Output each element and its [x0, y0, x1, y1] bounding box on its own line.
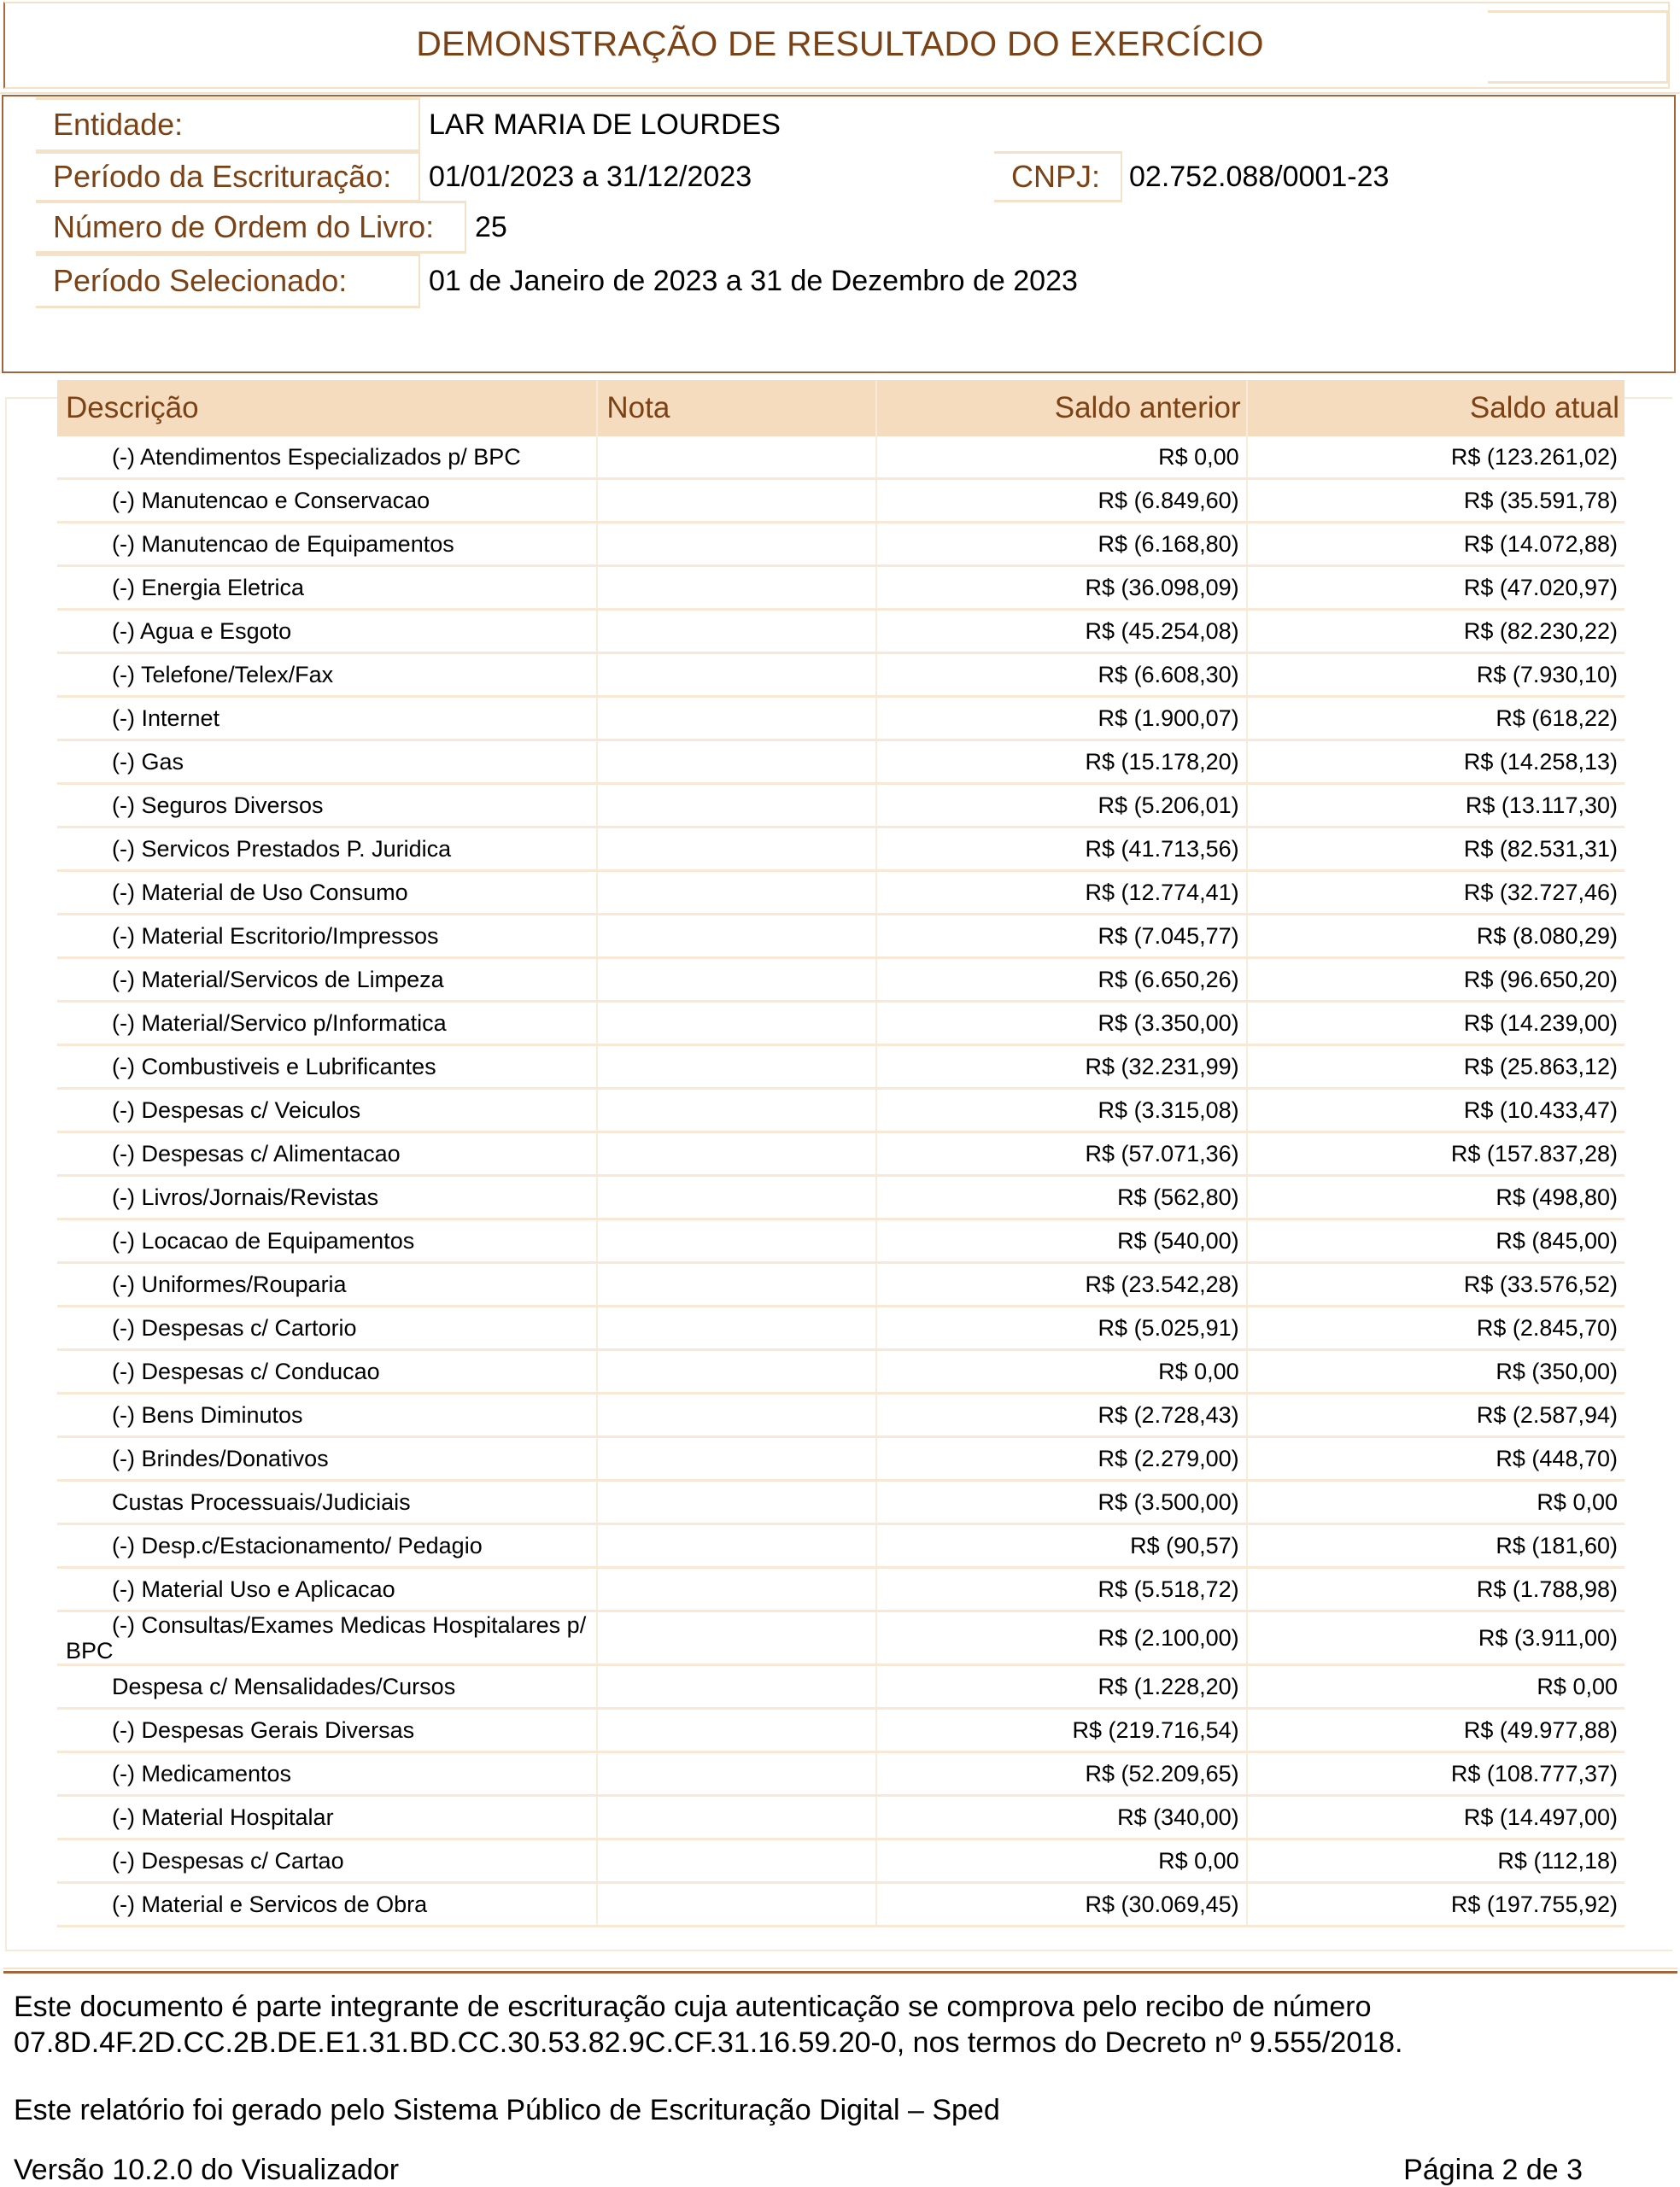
numero-ordem-label: Número de Ordem do Livro:: [36, 201, 466, 254]
cell-saldo-atual: R$ 0,00: [1247, 1481, 1624, 1524]
cell-descricao: (-) Material Escritorio/Impressos: [57, 915, 597, 958]
dre-table: [57, 380, 1624, 1927]
cell-descricao: (-) Livros/Jornais/Revistas: [57, 1176, 597, 1219]
cell-descricao: (-) Energia Eletrica: [57, 566, 597, 610]
page-number: Página 2 de 3: [1403, 2154, 1583, 2186]
table-row: [57, 1350, 1624, 1394]
cnpj-label: CNPJ:: [994, 151, 1122, 202]
cell-descricao: (-) Manutencao de Equipamentos: [57, 523, 597, 566]
cell-saldo-atual: R$ (197.755,92): [1247, 1883, 1624, 1927]
table-row: [57, 827, 1624, 871]
table-row: [57, 1219, 1624, 1263]
cell-saldo-atual: R$ (8.080,29): [1247, 915, 1624, 958]
cell-saldo-atual: R$ (123.261,02): [1247, 436, 1624, 479]
cell-saldo-atual: R$ (157.837,28): [1247, 1132, 1624, 1176]
table-row: [57, 1132, 1624, 1176]
cell-saldo-atual: R$ (350,00): [1247, 1350, 1624, 1394]
table-row: [57, 566, 1624, 610]
col-header-saldo-anterior: Saldo anterior: [876, 380, 1246, 436]
table-row: [57, 1524, 1624, 1568]
cell-nota: [597, 479, 876, 523]
table-row: [57, 479, 1624, 523]
cell-saldo-anterior: R$ (32.231,99): [876, 1045, 1246, 1089]
page-title: DEMONSTRAÇÃO DE RESULTADO DO EXERCÍCIO: [416, 24, 1264, 63]
auth-text-line2: 07.8D.4F.2D.CC.2B.DE.E1.31.BD.CC.30.53.82.9C.CF.31.16.59.20-0, nos termos do Decreto nº 9.555/2018.: [14, 2026, 1403, 2059]
cell-descricao: (-) Material/Servico p/Informatica: [57, 1002, 597, 1045]
col-header-saldo-atual: Saldo atual: [1247, 380, 1624, 436]
cell-nota: [597, 436, 876, 479]
cell-descricao: (-) Consultas/Exames Medicas Hospitalares p/ BPC: [57, 1611, 597, 1665]
cell-descricao: (-) Agua e Esgoto: [57, 610, 597, 653]
table-row: [57, 1665, 1624, 1709]
cell-saldo-atual: R$ (47.020,97): [1247, 566, 1624, 610]
cell-saldo-atual: R$ (845,00): [1247, 1219, 1624, 1263]
table-row: [57, 1481, 1624, 1524]
cell-saldo-anterior: R$ (540,00): [876, 1219, 1246, 1263]
cell-saldo-anterior: R$ (3.500,00): [876, 1481, 1246, 1524]
cell-saldo-atual: R$ (112,18): [1247, 1839, 1624, 1883]
cell-descricao: (-) Servicos Prestados P. Juridica: [57, 827, 597, 871]
table-row: [57, 1611, 1624, 1665]
entidade-value: LAR MARIA DE LOURDES: [429, 108, 781, 141]
table-row: [57, 871, 1624, 915]
cell-nota: [597, 1002, 876, 1045]
cell-saldo-atual: R$ (14.239,00): [1247, 1002, 1624, 1045]
entidade-label: Entidade:: [36, 97, 420, 152]
cell-nota: [597, 653, 876, 697]
cell-descricao: (-) Telefone/Telex/Fax: [57, 653, 597, 697]
cell-nota: [597, 1568, 876, 1611]
table-row: [57, 653, 1624, 697]
cell-descricao: (-) Despesas c/ Cartorio: [57, 1307, 597, 1350]
cell-saldo-anterior: R$ (562,80): [876, 1176, 1246, 1219]
table-row: [57, 1709, 1624, 1752]
table-row: [57, 1752, 1624, 1796]
table-row: [57, 1307, 1624, 1350]
periodo-selecionado-label: Período Selecionado:: [36, 254, 420, 308]
cell-nota: [597, 1263, 876, 1307]
table-row: [57, 958, 1624, 1002]
footer-rule-light: [3, 1968, 1677, 1969]
table-header-row: [57, 380, 1624, 436]
cell-saldo-atual: R$ (82.230,22): [1247, 610, 1624, 653]
cell-nota: [597, 871, 876, 915]
cell-saldo-atual: R$ (35.591,78): [1247, 479, 1624, 523]
cell-saldo-anterior: R$ 0,00: [876, 1839, 1246, 1883]
cell-descricao: (-) Medicamentos: [57, 1752, 597, 1796]
cell-nota: [597, 1839, 876, 1883]
table-row: [57, 1263, 1624, 1307]
cell-saldo-atual: R$ (14.497,00): [1247, 1796, 1624, 1839]
cell-saldo-atual: R$ (33.576,52): [1247, 1263, 1624, 1307]
periodo-escrituracao-label: Período da Escrituração:: [36, 151, 420, 202]
cell-descricao: (-) Uniformes/Rouparia: [57, 1263, 597, 1307]
cell-nota: [597, 1394, 876, 1437]
footer-rule: [3, 1971, 1677, 1974]
cell-saldo-atual: R$ (1.788,98): [1247, 1568, 1624, 1611]
cell-nota: [597, 740, 876, 784]
cell-descricao: (-) Material Hospitalar: [57, 1796, 597, 1839]
cell-descricao: (-) Bens Diminutos: [57, 1394, 597, 1437]
table-row: [57, 610, 1624, 653]
periodo-selecionado-value: 01 de Janeiro de 2023 a 31 de Dezembro de 2023: [429, 264, 1078, 297]
cell-saldo-atual: R$ (13.117,30): [1247, 784, 1624, 827]
cell-saldo-atual: R$ (618,22): [1247, 697, 1624, 740]
cell-saldo-anterior: R$ (3.315,08): [876, 1089, 1246, 1132]
cell-nota: [597, 1089, 876, 1132]
cell-saldo-atual: R$ (96.650,20): [1247, 958, 1624, 1002]
numero-ordem-value: 25: [475, 210, 507, 243]
table-row: [57, 1796, 1624, 1839]
cell-nota: [597, 1752, 876, 1796]
table-row: [57, 1568, 1624, 1611]
cell-nota: [597, 958, 876, 1002]
cell-saldo-anterior: R$ (6.650,26): [876, 958, 1246, 1002]
cell-saldo-anterior: R$ (6.849,60): [876, 479, 1246, 523]
cell-saldo-atual: R$ 0,00: [1247, 1665, 1624, 1709]
cell-descricao: (-) Gas: [57, 740, 597, 784]
table-body: [57, 436, 1624, 1927]
cell-saldo-atual: R$ (498,80): [1247, 1176, 1624, 1219]
cell-saldo-anterior: R$ (45.254,08): [876, 610, 1246, 653]
periodo-escrituracao-value: 01/01/2023 a 31/12/2023: [429, 160, 752, 193]
cell-nota: [597, 827, 876, 871]
cell-saldo-anterior: R$ (15.178,20): [876, 740, 1246, 784]
cell-saldo-anterior: R$ (12.774,41): [876, 871, 1246, 915]
cell-saldo-anterior: R$ 0,00: [876, 1350, 1246, 1394]
cell-saldo-anterior: R$ (2.100,00): [876, 1611, 1246, 1665]
cell-nota: [597, 1045, 876, 1089]
cell-descricao: (-) Despesas Gerais Diversas: [57, 1709, 597, 1752]
cell-saldo-anterior: R$ (7.045,77): [876, 915, 1246, 958]
cell-saldo-atual: R$ (32.727,46): [1247, 871, 1624, 915]
cell-descricao: (-) Despesas c/ Cartao: [57, 1839, 597, 1883]
table-row: [57, 740, 1624, 784]
cell-descricao: (-) Material/Servicos de Limpeza: [57, 958, 597, 1002]
cell-saldo-atual: R$ (7.930,10): [1247, 653, 1624, 697]
table-row: [57, 697, 1624, 740]
cell-saldo-anterior: R$ (6.608,30): [876, 653, 1246, 697]
table-row: [57, 436, 1624, 479]
cell-nota: [597, 523, 876, 566]
cell-saldo-anterior: R$ (5.518,72): [876, 1568, 1246, 1611]
cell-saldo-anterior: R$ (1.228,20): [876, 1665, 1246, 1709]
auth-text-line1: Este documento é parte integrante de escrituração cuja autenticação se comprova pelo recibo de número: [14, 1991, 1372, 2023]
table-row: [57, 1437, 1624, 1481]
cell-saldo-anterior: R$ (36.098,09): [876, 566, 1246, 610]
cell-nota: [597, 784, 876, 827]
cell-saldo-atual: R$ (181,60): [1247, 1524, 1624, 1568]
cell-descricao: (-) Material de Uso Consumo: [57, 871, 597, 915]
cell-saldo-atual: R$ (25.863,12): [1247, 1045, 1624, 1089]
cell-nota: [597, 1219, 876, 1263]
cell-nota: [597, 1176, 876, 1219]
cell-descricao: (-) Despesas c/ Alimentacao: [57, 1132, 597, 1176]
cell-saldo-anterior: R$ (1.900,07): [876, 697, 1246, 740]
cell-nota: [597, 1611, 876, 1665]
cell-descricao: (-) Material e Servicos de Obra: [57, 1883, 597, 1927]
cell-descricao: (-) Desp.c/Estacionamento/ Pedagio: [57, 1524, 597, 1568]
cell-nota: [597, 1350, 876, 1394]
cell-nota: [597, 610, 876, 653]
cell-saldo-atual: R$ (3.911,00): [1247, 1611, 1624, 1665]
cell-nota: [597, 566, 876, 610]
cell-saldo-anterior: R$ (219.716,54): [876, 1709, 1246, 1752]
cell-nota: [597, 1307, 876, 1350]
generated-by-text: Este relatório foi gerado pelo Sistema Público de Escrituração Digital – Sped: [14, 2094, 1000, 2126]
cell-descricao: Custas Processuais/Judiciais: [57, 1481, 597, 1524]
table-row: [57, 1089, 1624, 1132]
table-row: [57, 784, 1624, 827]
cell-saldo-atual: R$ (108.777,37): [1247, 1752, 1624, 1796]
table-row: [57, 915, 1624, 958]
cell-saldo-atual: R$ (14.072,88): [1247, 523, 1624, 566]
cell-saldo-atual: R$ (2.845,70): [1247, 1307, 1624, 1350]
cell-saldo-atual: R$ (2.587,94): [1247, 1394, 1624, 1437]
cell-nota: [597, 1709, 876, 1752]
cell-saldo-anterior: R$ (5.206,01): [876, 784, 1246, 827]
cell-descricao: (-) Internet: [57, 697, 597, 740]
cell-nota: [597, 1665, 876, 1709]
cell-saldo-atual: R$ (448,70): [1247, 1437, 1624, 1481]
cell-saldo-atual: R$ (82.531,31): [1247, 827, 1624, 871]
cell-nota: [597, 1132, 876, 1176]
cell-descricao: (-) Despesas c/ Conducao: [57, 1350, 597, 1394]
cell-saldo-anterior: R$ (90,57): [876, 1524, 1246, 1568]
cell-saldo-anterior: R$ (41.713,56): [876, 827, 1246, 871]
cell-descricao: (-) Atendimentos Especializados p/ BPC: [57, 436, 597, 479]
cell-descricao: (-) Seguros Diversos: [57, 784, 597, 827]
cell-saldo-anterior: R$ (2.728,43): [876, 1394, 1246, 1437]
cell-saldo-atual: R$ (14.258,13): [1247, 740, 1624, 784]
cell-saldo-anterior: R$ (340,00): [876, 1796, 1246, 1839]
col-header-descricao: Descrição: [57, 380, 597, 436]
cell-descricao: (-) Locacao de Equipamentos: [57, 1219, 597, 1263]
version-text: Versão 10.2.0 do Visualizador: [14, 2154, 400, 2186]
cell-saldo-atual: R$ (10.433,47): [1247, 1089, 1624, 1132]
cell-saldo-anterior: R$ (52.209,65): [876, 1752, 1246, 1796]
cell-nota: [597, 1796, 876, 1839]
cell-nota: [597, 697, 876, 740]
cell-descricao: (-) Brindes/Donativos: [57, 1437, 597, 1481]
cell-descricao: (-) Manutencao e Conservacao: [57, 479, 597, 523]
table-row: [57, 1045, 1624, 1089]
cell-descricao: Despesa c/ Mensalidades/Cursos: [57, 1665, 597, 1709]
cell-saldo-anterior: R$ (57.071,36): [876, 1132, 1246, 1176]
cell-saldo-anterior: R$ (3.350,00): [876, 1002, 1246, 1045]
cell-saldo-anterior: R$ (6.168,80): [876, 523, 1246, 566]
cell-saldo-anterior: R$ 0,00: [876, 436, 1246, 479]
cell-saldo-atual: R$ (49.977,88): [1247, 1709, 1624, 1752]
cell-saldo-anterior: R$ (2.279,00): [876, 1437, 1246, 1481]
table-row: [57, 1839, 1624, 1883]
cell-nota: [597, 1437, 876, 1481]
cell-nota: [597, 915, 876, 958]
table-row: [57, 1176, 1624, 1219]
cell-nota: [597, 1524, 876, 1568]
table-row: [57, 1002, 1624, 1045]
cell-nota: [597, 1883, 876, 1927]
cnpj-value: 02.752.088/0001-23: [1129, 160, 1390, 193]
cell-descricao: (-) Despesas c/ Veiculos: [57, 1089, 597, 1132]
info-box-top-rule: [0, 92, 1680, 94]
cell-descricao: (-) Material Uso e Aplicacao: [57, 1568, 597, 1611]
table-row: [57, 523, 1624, 566]
table-row: [57, 1883, 1624, 1927]
cell-saldo-anterior: R$ (23.542,28): [876, 1263, 1246, 1307]
cell-saldo-anterior: R$ (30.069,45): [876, 1883, 1246, 1927]
col-header-nota: Nota: [597, 380, 876, 436]
cell-descricao: (-) Combustiveis e Lubrificantes: [57, 1045, 597, 1089]
cell-nota: [597, 1481, 876, 1524]
cell-saldo-anterior: R$ (5.025,91): [876, 1307, 1246, 1350]
table-row: [57, 1394, 1624, 1437]
